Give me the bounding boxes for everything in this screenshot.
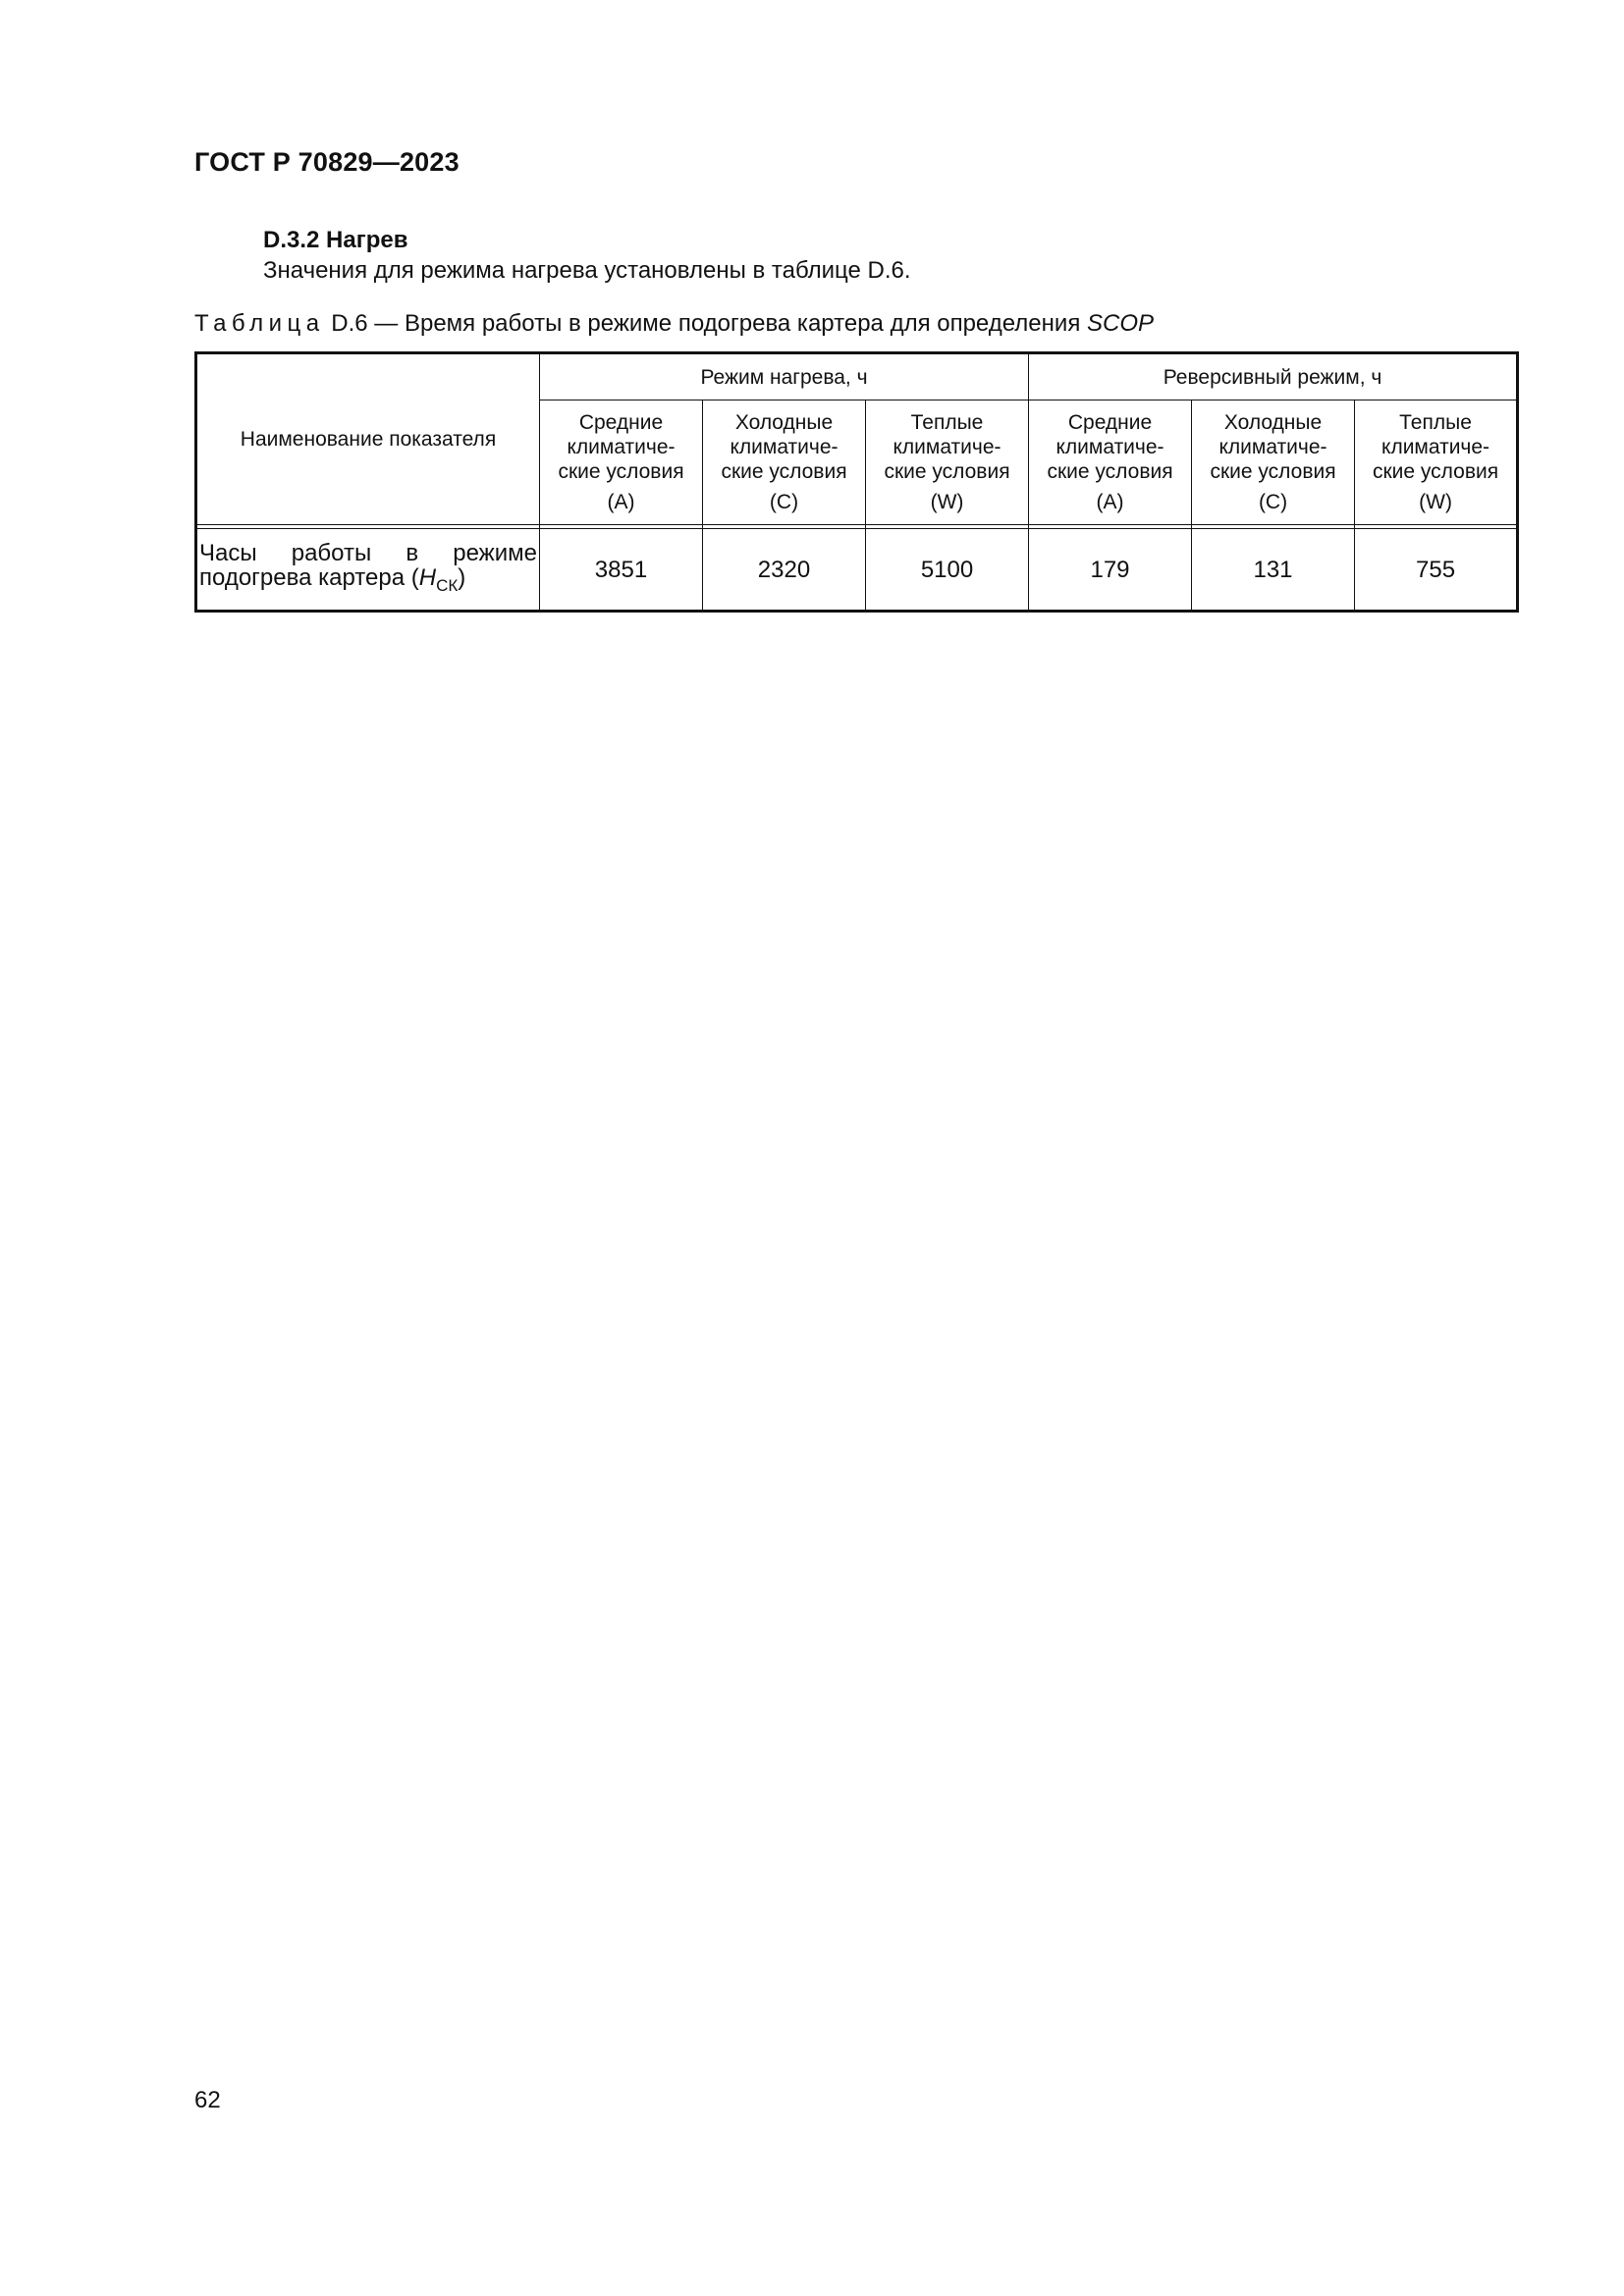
- table-cell: 179: [1029, 529, 1192, 612]
- condition-line: Теплые: [1399, 411, 1472, 434]
- condition-code: (С): [769, 491, 799, 513]
- condition-header: [540, 400, 703, 525]
- section-text: Значения для режима нагрева установлены в таблице D.6.: [263, 257, 911, 284]
- row-label-line1: Часы работы в режиме: [199, 540, 537, 567]
- condition-line: Теплые: [910, 411, 984, 434]
- condition-line: климатиче-: [1218, 436, 1327, 458]
- condition-line: Средние: [578, 411, 664, 434]
- condition-code: (А): [607, 491, 635, 513]
- condition-line: климатиче-: [1381, 436, 1490, 458]
- row-label-symbol: H: [418, 564, 437, 592]
- row-label-line2: подогрева картера (: [199, 564, 419, 592]
- table-cell: 5100: [866, 529, 1029, 612]
- condition-code: (С): [1258, 491, 1288, 513]
- condition-code: (А): [1096, 491, 1124, 513]
- table-cell: 131: [1192, 529, 1355, 612]
- table-caption: [194, 310, 1154, 338]
- section-title: D.3.2 Нагрев: [263, 227, 408, 253]
- condition-header: [1192, 400, 1355, 525]
- row-label-subscript: СК: [436, 575, 459, 595]
- condition-line: ские условия: [1372, 460, 1499, 483]
- table-cell: 2320: [703, 529, 866, 612]
- condition-line: климатиче-: [730, 436, 839, 458]
- table-cell: 3851: [540, 529, 703, 612]
- condition-code: (W): [930, 491, 964, 513]
- condition-line: Холодные: [734, 411, 834, 434]
- condition-line: ские условия: [1047, 460, 1173, 483]
- condition-code: (W): [1419, 491, 1452, 513]
- condition-line: Холодные: [1223, 411, 1323, 434]
- data-table: [194, 351, 1519, 613]
- group-header-reversible: Реверсивный режим, ч: [1029, 353, 1518, 400]
- condition-line: ские условия: [558, 460, 684, 483]
- condition-header: [1355, 400, 1518, 525]
- condition-header: [1029, 400, 1192, 525]
- condition-line: ские условия: [884, 460, 1010, 483]
- condition-line: ские условия: [721, 460, 847, 483]
- row-label: [196, 529, 540, 612]
- group-header-heating: Режим нагрева, ч: [540, 353, 1029, 400]
- table-header-row: [196, 353, 1518, 400]
- table-row: [196, 529, 1518, 612]
- row-label-close: ): [458, 564, 466, 592]
- table-caption-text: D.6 — Время работы в режиме подогрева картера для определения: [324, 310, 1087, 337]
- standard-header: ГОСТ Р 70829—2023: [194, 147, 460, 177]
- condition-line: климатиче-: [1056, 436, 1164, 458]
- table-caption-prefix: Таблица: [194, 310, 325, 337]
- page-number: 62: [194, 2087, 221, 2113]
- condition-line: ские условия: [1210, 460, 1336, 483]
- condition-line: климатиче-: [893, 436, 1001, 458]
- condition-line: климатиче-: [567, 436, 676, 458]
- name-column-header: Наименование показателя: [196, 353, 540, 525]
- table-caption-italic: SCOP: [1086, 310, 1154, 337]
- table-cell: 755: [1355, 529, 1518, 612]
- condition-header: [866, 400, 1029, 525]
- condition-header: [703, 400, 866, 525]
- condition-line: Средние: [1067, 411, 1153, 434]
